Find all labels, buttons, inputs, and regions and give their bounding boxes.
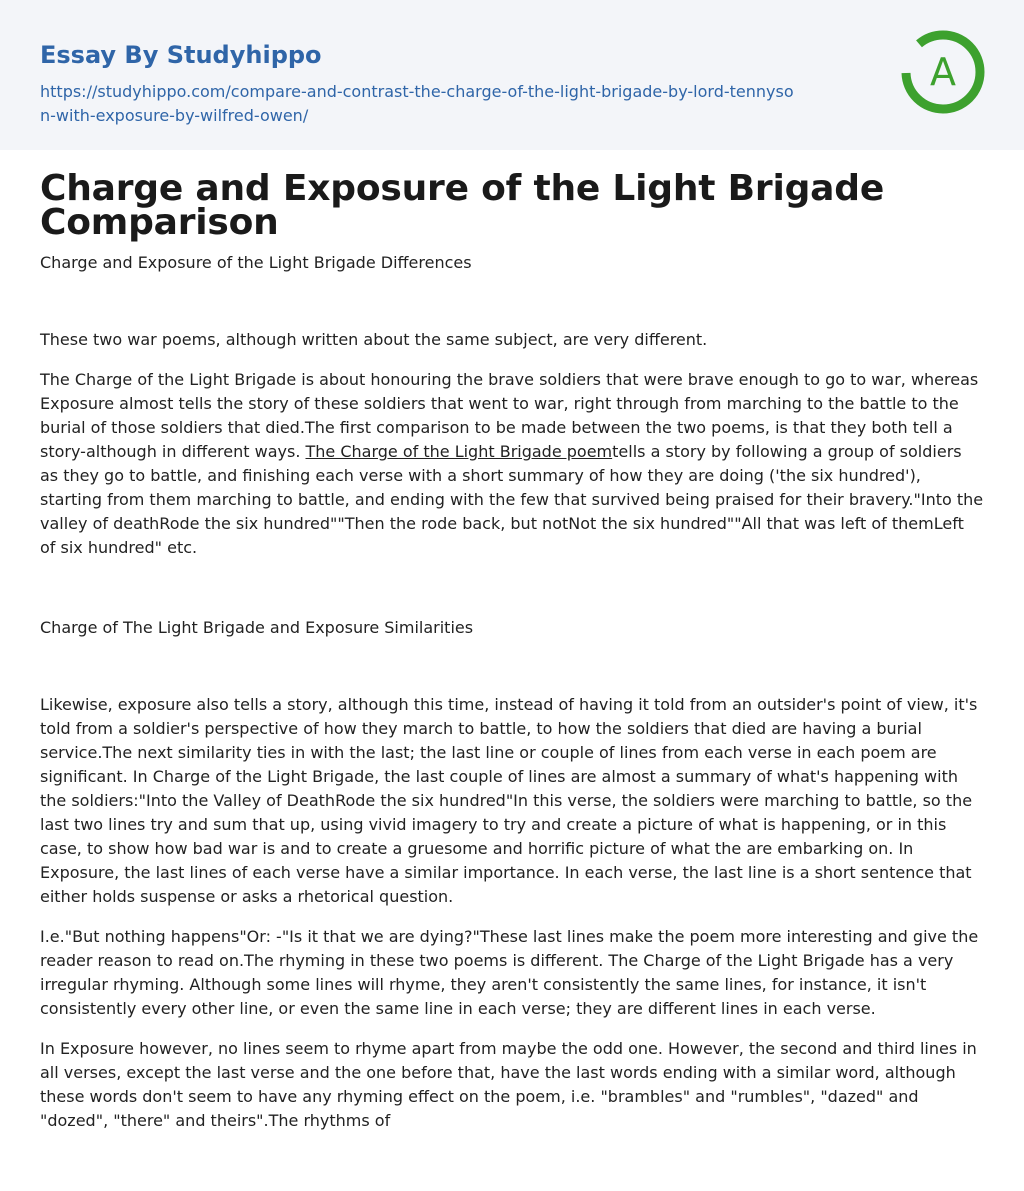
paragraph-1: These two war poems, although written about the same subject, are very different. [40, 330, 708, 349]
page-title: Charge and Exposure of the Light Brigade Comparison [40, 168, 885, 243]
paragraph-5: In Exposure however, no lines seem to rhyme apart from maybe the odd one. However, the second and third lines in all verses, except the last verse and the one before that, have the last words ending with a similar word, although these words don't seem to have any rhyming effect on the poem, i.e. "brambles" and "rumbles", "dazed" and "dozed", "there" and theirs".The rhythms of [40, 1039, 977, 1130]
studyhippo-logo-icon[interactable] [900, 29, 986, 115]
charge-poem-link[interactable]: The Charge of the Light Brigade poem [305, 442, 613, 461]
logo-letter: A [930, 50, 956, 94]
source-url-link[interactable]: https://studyhippo.com/compare-and-contrast-the-charge-of-the-light-brigade-by-lord-tennyson-with-exposure-by-wilfred-owen/ [40, 82, 794, 125]
paragraph-2 [40, 368, 984, 560]
site-brand[interactable]: Essay By Studyhippo [40, 41, 322, 69]
paragraph-2-text-after: tells a story by following a group of soldiers as they go to battle, and finishing each verse with a short summary of how they are doing ('the six hundred'), starting from them marching to battle, and ending with the few that survived being praised for their bravery."Into the valley of deathRode the six hundred""Then the rode back, but notNot the six hundred""All that was left of themLeft of six hundred" etc. [40, 442, 984, 557]
paragraph-2-text-before: The Charge of the Light Brigade is about honouring the brave soldiers that were brave enough to go to war, whereas Exposure almost tells the story of these soldiers that went to war, right through from marching to the battle to the burial of those soldiers that died.The first comparison to be made between the two poems, is that they both tell a story-although in different ways. [40, 370, 979, 461]
paragraph-3: Likewise, exposure also tells a story, although this time, instead of having it told from an outsider's point of view, it's told from a soldier's perspective of how they march to battle, to how the soldiers that died are having a burial service.The next similarity ties in with the last; the last line or couple of lines from each verse in each poem are significant. In Charge of the Light Brigade, the last couple of lines are almost a summary of what's happening with the soldiers:"Into the Valley of DeathRode the six hundred"In this verse, the soldiers were marching to battle, so the last two lines try and sum that up, using vivid imagery to try and create a picture of what is happening, or in this case, to show how bad war is and to create a gruesome and horrific picture of what the are embarking on. In Exposure, the last lines of each verse have a similar importance. In each verse, the last line is a short sentence that either holds suspense or asks a rhetorical question. [40, 695, 978, 906]
paragraph-4: I.e."But nothing happens"Or: -"Is it that we are dying?"These last lines make the poem more interesting and give the reader reason to read on.The rhyming in these two poems is different. The Charge of the Light Brigade has a very irregular rhyming. Although some lines will rhyme, they aren't consistently the same lines, for instance, it isn't consistently every other line, or even the same line in each verse; they are different lines in each verse. [40, 927, 979, 1018]
section-subheading: Charge of The Light Brigade and Exposure Similarities [40, 618, 474, 637]
site-header [0, 0, 1024, 150]
article-subtitle: Charge and Exposure of the Light Brigade Differences [40, 253, 472, 272]
article-body [0, 168, 1024, 1133]
